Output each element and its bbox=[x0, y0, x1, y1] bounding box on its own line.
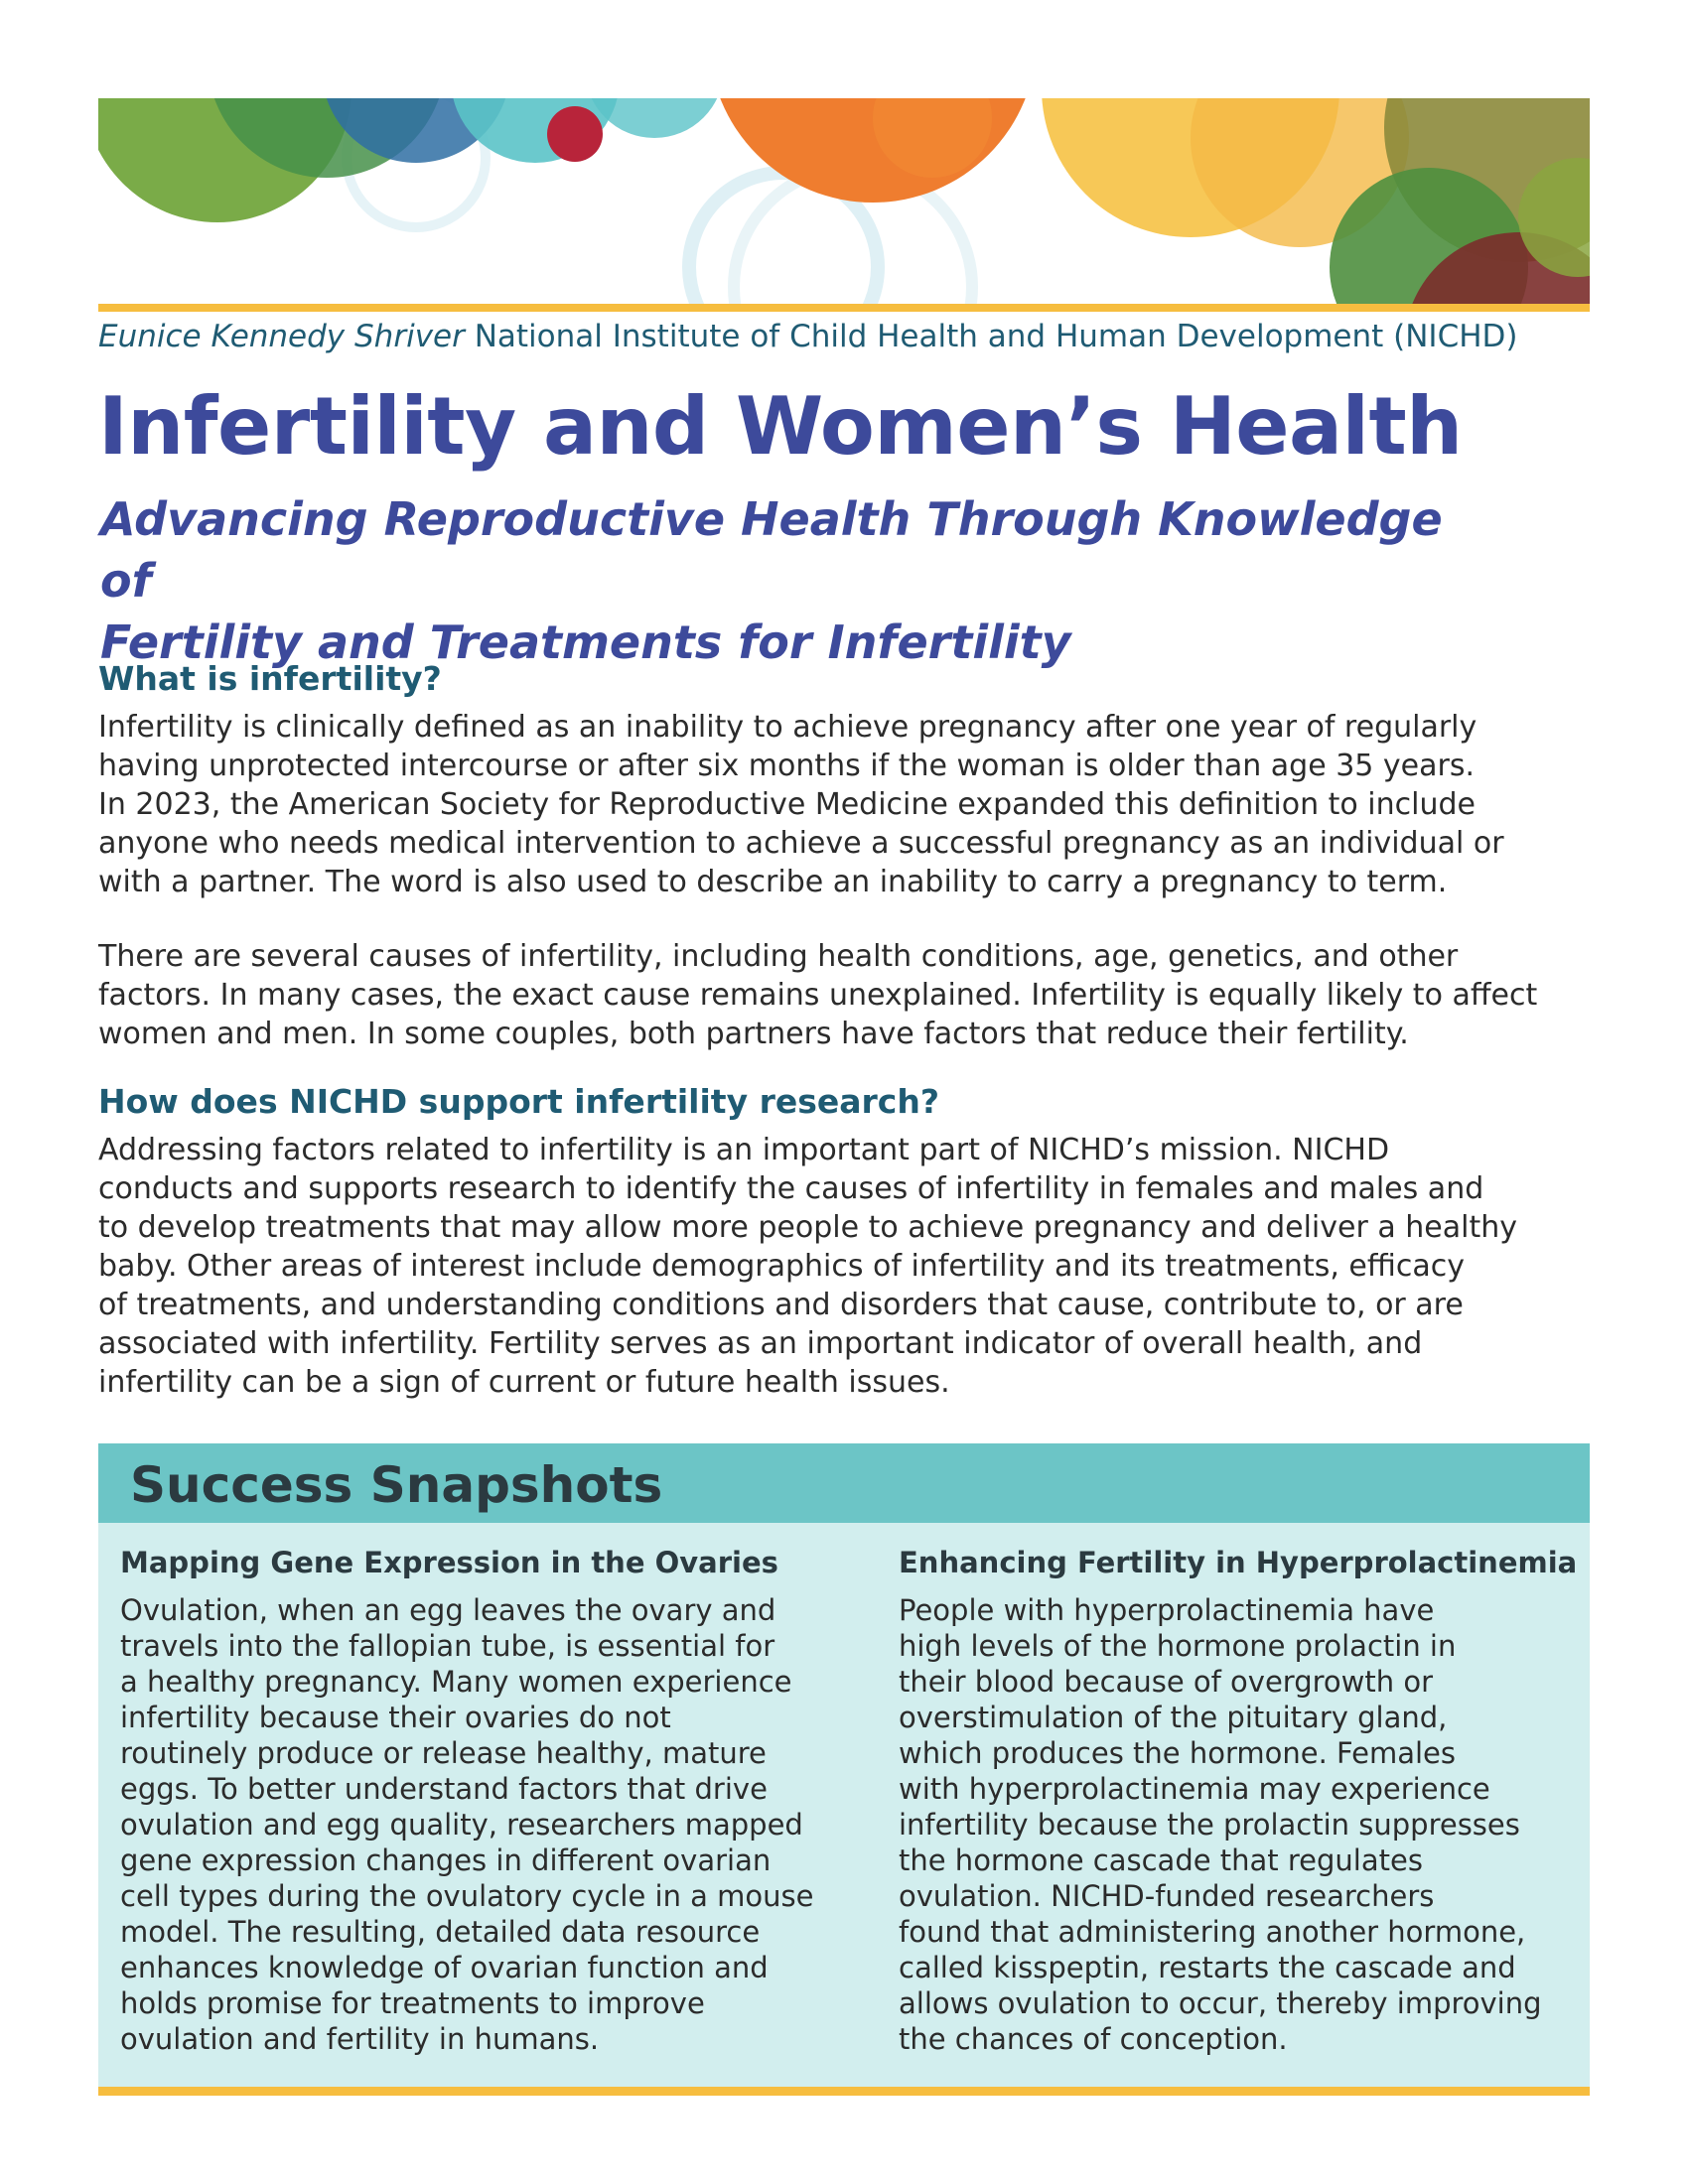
text-line: infertility because the prolactin suppresses bbox=[899, 1808, 1520, 1842]
snapshot-text-hyperprolactinemia bbox=[899, 1592, 1574, 2057]
text-line: Addressing factors related to infertility is an important part of NICHD’s mission. NICHD bbox=[98, 1133, 1390, 1167]
decorative-circles-banner bbox=[98, 98, 1590, 304]
text-line: to develop treatments that may allow more people to achieve pregnancy and deliver a healthy bbox=[98, 1210, 1517, 1245]
text-line: People with hyperprolactinemia have bbox=[899, 1593, 1435, 1627]
snapshot-heading-hyperprolactinemia: Enhancing Fertility in Hyperprolactinemia bbox=[899, 1546, 1578, 1579]
paragraph-nichd-mission bbox=[98, 1131, 1608, 1402]
text-line: with a partner. The word is also used to describe an inability to carry a pregnancy to term. bbox=[98, 865, 1448, 899]
text-line: overstimulation of the pituitary gland, bbox=[899, 1701, 1448, 1734]
text-line: holds promise for treatments to improve bbox=[120, 1986, 705, 2020]
success-snapshots-header bbox=[98, 1443, 1590, 1523]
text-line: baby. Other areas of interest include demographics of infertility and its treatments, efficacy bbox=[98, 1249, 1466, 1284]
text-line: allows ovulation to occur, thereby improving bbox=[899, 1986, 1542, 2020]
text-line: a healthy pregnancy. Many women experience bbox=[120, 1665, 792, 1699]
text-line: ovulation and fertility in humans. bbox=[120, 2022, 600, 2056]
text-line: gene expression changes in different ovarian bbox=[120, 1843, 772, 1877]
text-line: Ovulation, when an egg leaves the ovary and bbox=[120, 1593, 776, 1627]
agency-name-rest: National Institute of Child Health and Human Development (NICHD) bbox=[464, 319, 1518, 354]
text-line: routinely produce or release healthy, mature bbox=[120, 1736, 767, 1770]
page-subtitle bbox=[100, 488, 1490, 673]
banner-gold-rule bbox=[98, 304, 1590, 312]
text-line: ovulation. NICHD-funded researchers bbox=[899, 1879, 1435, 1913]
snapshot-heading-gene-expression: Mapping Gene Expression in the Ovaries bbox=[120, 1546, 778, 1579]
text-line: ovulation and egg quality, researchers mapped bbox=[120, 1808, 803, 1842]
text-line: with hyperprolactinemia may experience bbox=[899, 1772, 1490, 1806]
text-line: found that administering another hormone, bbox=[899, 1915, 1526, 1949]
subtitle-line: Fertility and Treatments for Infertility bbox=[100, 615, 1071, 669]
text-line: of treatments, and understanding conditions and disorders that cause, contribute to, or are bbox=[98, 1288, 1464, 1322]
text-line: the chances of conception. bbox=[899, 2022, 1288, 2056]
text-line: travels into the fallopian tube, is essential for bbox=[120, 1629, 775, 1663]
success-snapshots-title: Success Snapshots bbox=[130, 1456, 663, 1514]
text-line: infertility because their ovaries do not bbox=[120, 1701, 671, 1734]
text-line: associated with infertility. Fertility serves as an important indicator of overall health, and bbox=[98, 1326, 1423, 1361]
paragraph-definition bbox=[98, 708, 1608, 901]
text-line: model. The resulting, detailed data resource bbox=[120, 1915, 761, 1949]
section-heading-what-is-infertility: What is infertility? bbox=[98, 659, 442, 698]
text-line: In 2023, the American Society for Reproductive Medicine expanded this definition to include bbox=[98, 787, 1476, 822]
text-line: There are several causes of infertility, including health conditions, age, genetics, and other bbox=[98, 939, 1459, 974]
text-line: infertility can be a sign of current or future health issues. bbox=[98, 1365, 950, 1400]
text-line: conducts and supports research to identify the causes of infertility in females and males and bbox=[98, 1171, 1484, 1206]
text-line: the hormone cascade that regulates bbox=[899, 1843, 1423, 1877]
snapshot-text-gene-expression bbox=[120, 1592, 835, 2057]
subtitle-line: Advancing Reproductive Health Through Knowledge of bbox=[100, 492, 1443, 608]
text-line: eggs. To better understand factors that drive bbox=[120, 1772, 768, 1806]
snapshots-gold-rule bbox=[98, 2087, 1590, 2096]
text-line: high levels of the hormone prolactin in bbox=[899, 1629, 1457, 1663]
paragraph-causes bbox=[98, 937, 1608, 1053]
text-line: enhances knowledge of ovarian function and bbox=[120, 1951, 769, 1984]
page-title: Infertility and Women’s Health bbox=[98, 380, 1463, 473]
text-line: cell types during the ovulatory cycle in a mouse bbox=[120, 1879, 814, 1913]
text-line: called kisspeptin, restarts the cascade and bbox=[899, 1951, 1516, 1984]
agency-name bbox=[98, 316, 1598, 357]
agency-name-italic: Eunice Kennedy Shriver bbox=[98, 319, 465, 354]
text-line: which produces the hormone. Females bbox=[899, 1736, 1456, 1770]
section-heading-nichd-support: How does NICHD support infertility research? bbox=[98, 1082, 939, 1121]
text-line: women and men. In some couples, both partners have factors that reduce their fertility. bbox=[98, 1017, 1409, 1051]
text-line: anyone who needs medical intervention to achieve a successful pregnancy as an individual or bbox=[98, 826, 1504, 861]
text-line: their blood because of overgrowth or bbox=[899, 1665, 1434, 1699]
text-line: factors. In many cases, the exact cause remains unexplained. Infertility is equally likely to affect bbox=[98, 978, 1538, 1013]
text-line: Infertility is clinically defined as an inability to achieve pregnancy after one year of regularly bbox=[98, 710, 1477, 745]
text-line: having unprotected intercourse or after six months if the woman is older than age 35 years. bbox=[98, 749, 1476, 783]
